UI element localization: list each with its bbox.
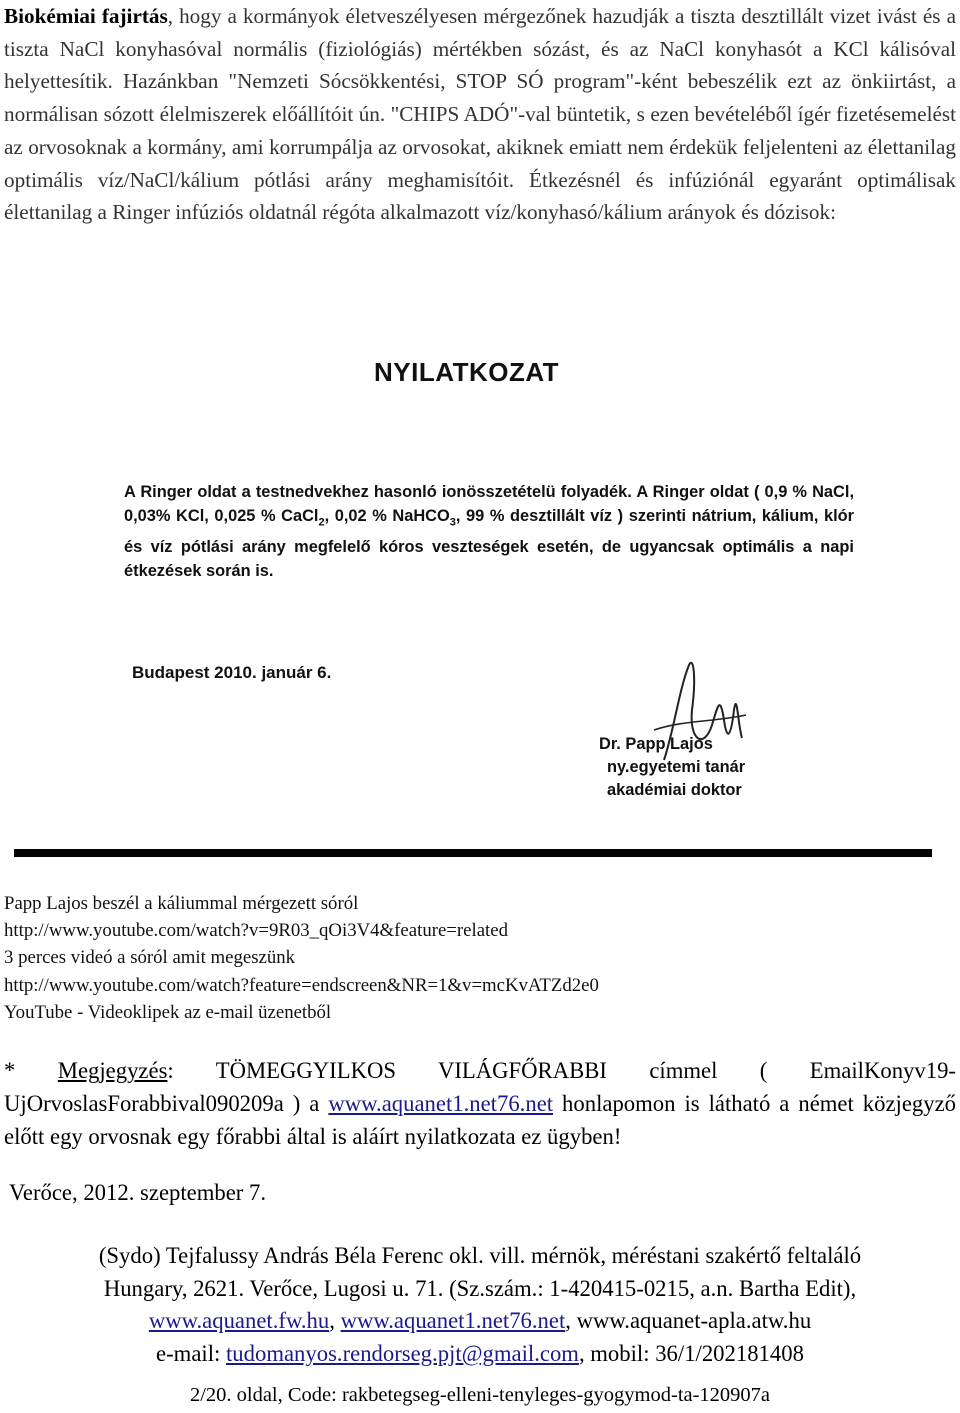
declaration-subscript-2: 3 xyxy=(449,516,456,529)
email-label: e-mail: xyxy=(156,1341,226,1367)
declaration-subscript-1: 2 xyxy=(318,516,325,529)
mobile-text: , mobil: 36/1/202181408 xyxy=(578,1341,804,1367)
intro-bold-lead: Biokémiai fajirtás xyxy=(4,4,168,28)
note-label: Megjegyzés xyxy=(57,1058,168,1083)
reference-line: 3 perces videó a sóról amit megeszünk xyxy=(4,947,296,969)
declaration-signer xyxy=(599,733,745,802)
reference-list xyxy=(4,890,599,1026)
place-date: Verőce, 2012. szeptember 7. xyxy=(9,1180,267,1205)
author-separator: , xyxy=(329,1308,341,1334)
reference-url[interactable]: http://www.youtube.com/watch?v=9R03_qOi3V4&feature=related xyxy=(4,920,508,942)
note-paragraph xyxy=(4,1054,956,1153)
declaration-title: NYILATKOZAT xyxy=(374,357,560,387)
intro-text: , hogy a kormányok életveszélyesen mérgezőnek hazudják a tiszta desztillált vizet ivást és a tiszta NaCl konyhasóval normális (fiziológiás) mértékben sózást, és az NaCl konyhasót a KCl kálisóval helyettesítik. Hazánkban "Nemzeti Sócsökkentési, STOP SÓ program"-ként bebeszélik ezt az önkiirtást, a normálisan sózott élelmiszerek előállítóit ún. "CHIPS ADÓ"-val büntetik, s ezen bevételéből ígér fizetésemelést az orvosoknak a kormány, ami korrumpálja az orvosokat, akiknek emiatt nem érdekük feljelenteni az élettanilag optimális víz/NaCl/kálium pótlási arány meghamisítóit. Étkezésnél és infúziónál egyaránt optimálisak élettanilag a Ringer infúziós oldatnál régóta alkalmazott víz/konyhasó/kálium arányok és dózisok: xyxy=(4,4,956,225)
reference-line: Papp Lajos beszél a káliummal mérgezett sóról xyxy=(4,893,359,914)
page-footer: 2/20. oldal, Code: rakbetegseg-elleni-tenyleges-gyogymod-ta-120907a xyxy=(189,1384,771,1406)
author-link-2[interactable]: www.aquanet1.net76.net xyxy=(340,1308,566,1334)
declaration-body xyxy=(124,480,854,583)
declaration-text-1: A Ringer oldat a testnedvekhez hasonló ionösszetételü folyadék. A Ringer oldat ( 0,9 % NaCl, 0,03% KCl, 0,025 % CaCl xyxy=(124,483,854,526)
horizontal-rule xyxy=(14,849,932,857)
intro-paragraph xyxy=(4,0,956,229)
note-text-2: honlapomon is látható a német közjegyző előtt egy orvosnak egy főrabbi által is aláírt nyilatkozata ez ügyben! xyxy=(4,1091,956,1149)
scanned-declaration xyxy=(14,305,934,850)
signer-title: ny.egyetemi tanár xyxy=(607,758,746,776)
author-block xyxy=(0,1240,960,1371)
signer-degree: akadémiai doktor xyxy=(607,781,742,799)
author-line-4 xyxy=(0,1338,960,1371)
email-link[interactable]: tudomanyos.rendorseg.pjt@gmail.com xyxy=(225,1341,579,1367)
declaration-text-2: , 0,02 % NaHCO xyxy=(324,507,450,526)
reference-url[interactable]: http://www.youtube.com/watch?feature=endscreen&NR=1&v=mcKvATZd2e0 xyxy=(4,974,599,996)
author-line-1: (Sydo) Tejfalussy András Béla Ferenc okl. vill. mérnök, méréstani szakértő feltaláló xyxy=(98,1243,862,1268)
author-line-2: Hungary, 2621. Verőce, Lugosi u. 71. (Sz.szám.: 1-420415-0215, a.n. Bartha Edit), xyxy=(103,1275,857,1301)
declaration-date: Budapest 2010. január 6. xyxy=(132,663,332,682)
note-text-1: : TÖMEGGYILKOS VILÁGFŐRABBI címmel ( EmailKonyv19-UjOrvoslasForabbival090209a ) a xyxy=(4,1058,956,1116)
reference-line: YouTube - Videoklipek az e-mail üzenetből xyxy=(4,1001,332,1023)
author-line-3 xyxy=(0,1305,960,1338)
author-link-1[interactable]: www.aquanet.fw.hu xyxy=(148,1308,330,1334)
declaration-text-3: , 99 % desztillált víz ) szerinti nátrium, kálium, klór és víz pótlási arány megfelelő kóros veszteségek esetén, de ugyancsak optimális a napi étkezések során is. xyxy=(124,507,855,580)
signer-name: Dr. Papp Lajos xyxy=(599,735,713,753)
note-star: * xyxy=(4,1058,58,1083)
note-link[interactable]: www.aquanet1.net76.net xyxy=(328,1091,554,1116)
author-link-3-text: , www.aquanet-apla.atw.hu xyxy=(565,1308,812,1334)
